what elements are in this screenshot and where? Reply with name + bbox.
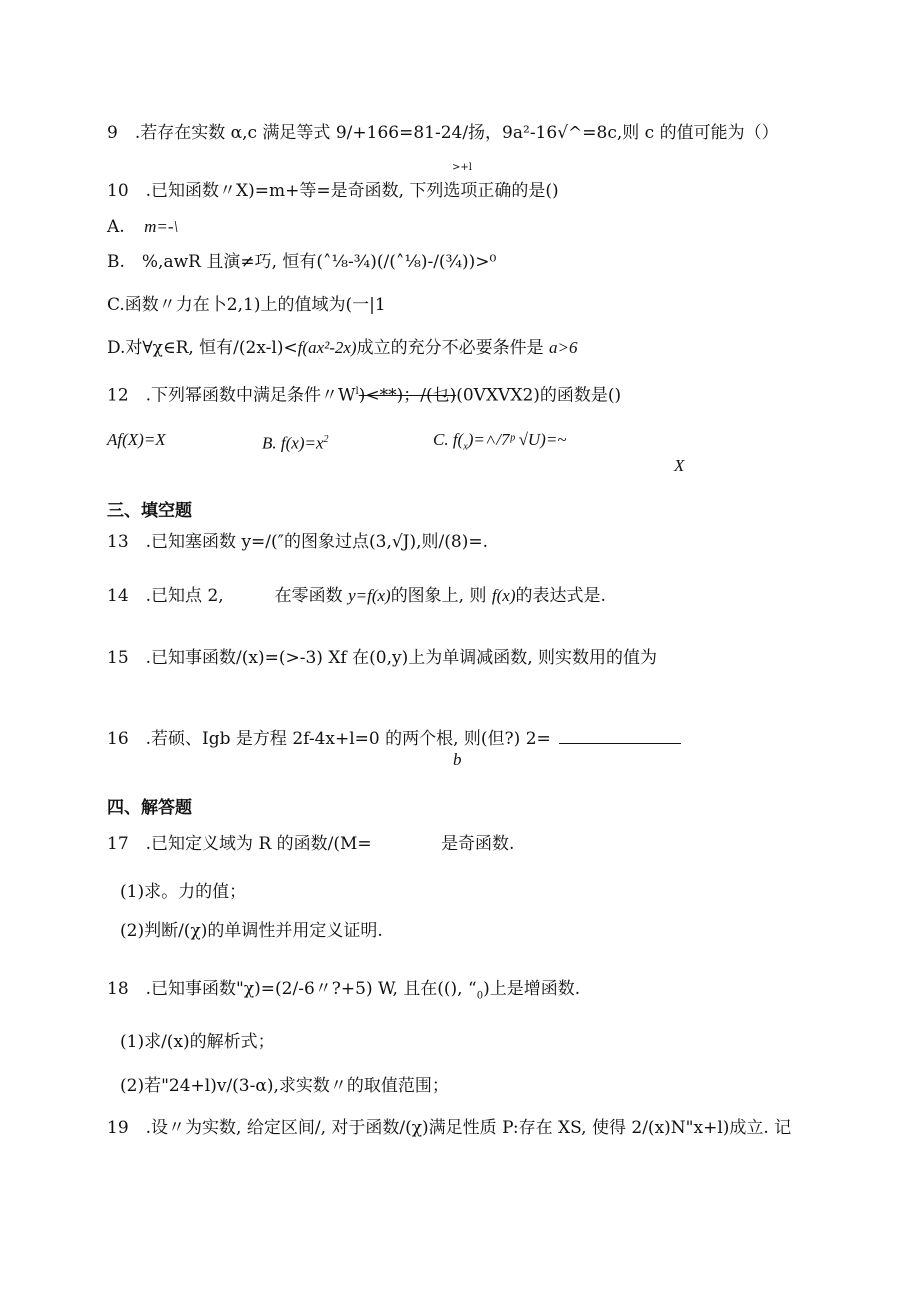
option-12-b: [262, 428, 329, 456]
option-12-a: Af(X)=X: [107, 430, 166, 449]
question-12-suffix: (0VXVX2)的函数是(): [456, 385, 622, 406]
option-10-a: [107, 215, 178, 239]
question-14-expression-1: y=f(x): [348, 586, 391, 605]
question-14-middle: 的图象上, 则: [390, 586, 487, 606]
question-14-prefix: 14 .已知点 2, 在零函数: [107, 586, 343, 606]
option-label: A.: [107, 217, 125, 237]
question-19: 19 .设〃为实数, 给定区间/, 对于函数/(χ)满足性质 P:存在 XS, 使得 2/(x)N"x+l)成立. 记: [107, 1118, 792, 1138]
option-12-c-subscript: x: [463, 441, 468, 453]
option-10-a-expression: m=-\: [144, 217, 179, 236]
question-14-suffix: 的表达式是.: [515, 586, 606, 606]
question-12-prefix: 12 .下列幂函数中满足条件〃W: [107, 385, 356, 406]
option-10-b: B. %,awR 且演≠巧, 恒有(˄⅛-¾)(/(˄⅛)-/(¾))>⁰: [107, 252, 497, 272]
option-10-d-expression: f(ax²-2x): [297, 338, 357, 357]
option-10-d-middle: 成立的充分不必要条件是: [356, 338, 544, 358]
option-12-b-exponent: 2: [323, 434, 329, 445]
question-18-suffix: )上是增函数.: [483, 979, 581, 999]
question-17-suffix: 是奇函数.: [441, 834, 515, 854]
question-17: [107, 832, 514, 856]
option-12-c-denominator: X: [674, 456, 685, 475]
question-18-subscript: 0: [476, 990, 484, 1002]
option-12-c-rest: )=˄/7ᵖ √U)=~: [467, 430, 567, 449]
question-18-text: 18 .已知事函数"χ)=(2/-6〃?+5) W, 且在((), “: [107, 979, 477, 999]
question-16: [107, 727, 681, 751]
option-12-c: [433, 428, 567, 459]
question-9: 9 .若存在实数 α,c 满足等式 9/+166=81-24/扬，9a²-16√^=8c,则 c 的值可能为（）: [107, 123, 779, 143]
question-10-superscript: >+l: [452, 162, 472, 173]
answer-blank: [559, 727, 681, 744]
section-solutions: 四、解答题: [107, 798, 192, 818]
question-13: 13 .已知塞函数 y=/(″的图象过点(3,√J),则/(8)=.: [107, 532, 488, 552]
question-18-part-2: (2)若"24+l)v/(3-α),求实数〃的取值范围；: [120, 1076, 449, 1096]
question-14: [107, 584, 606, 608]
question-15: 15 .已知事函数/(x)=(>-3) Xf 在(0,y)上为单调减函数, 则实数用的值为: [107, 648, 658, 668]
option-12-b-text: B. f(x)=x: [262, 433, 324, 453]
question-18: [107, 977, 580, 1008]
option-10-d-prefix: D.对∀χ∈R, 恒有/(2x-l)<: [107, 338, 298, 358]
option-10-d: [107, 336, 578, 360]
question-12: [107, 380, 621, 408]
question-16-denominator: b: [453, 750, 462, 769]
option-10-c: C.函数〃力在卜2,1)上的值域为(一|1: [107, 295, 386, 315]
question-18-part-1: (1)求/(x)的解析式；: [120, 1032, 275, 1052]
question-10: 10 .已知函数〃X)=m+等=是奇函数, 下列选项正确的是(): [107, 181, 559, 201]
question-14-expression-2: f(x): [491, 586, 516, 605]
question-12-struck-text: )<**)；/(乜): [358, 385, 457, 406]
section-fill-in-blank: 三、填空题: [107, 501, 192, 521]
question-17-part-2: (2)判断/(χ)的单调性并用定义证明.: [120, 921, 383, 941]
question-17-prefix: 17 .已知定义域为 R 的函数/(M=: [107, 834, 372, 854]
question-17-part-1: (1)求。力的值；: [120, 882, 247, 902]
option-12-c-text: C. f(: [433, 430, 464, 449]
question-16-text: 16 .若硕、Igb 是方程 2f-4x+l=0 的两个根, 则(但?) 2=: [107, 729, 551, 749]
question-12-superscript: l: [355, 386, 359, 397]
option-10-d-condition: a>6: [549, 338, 578, 357]
